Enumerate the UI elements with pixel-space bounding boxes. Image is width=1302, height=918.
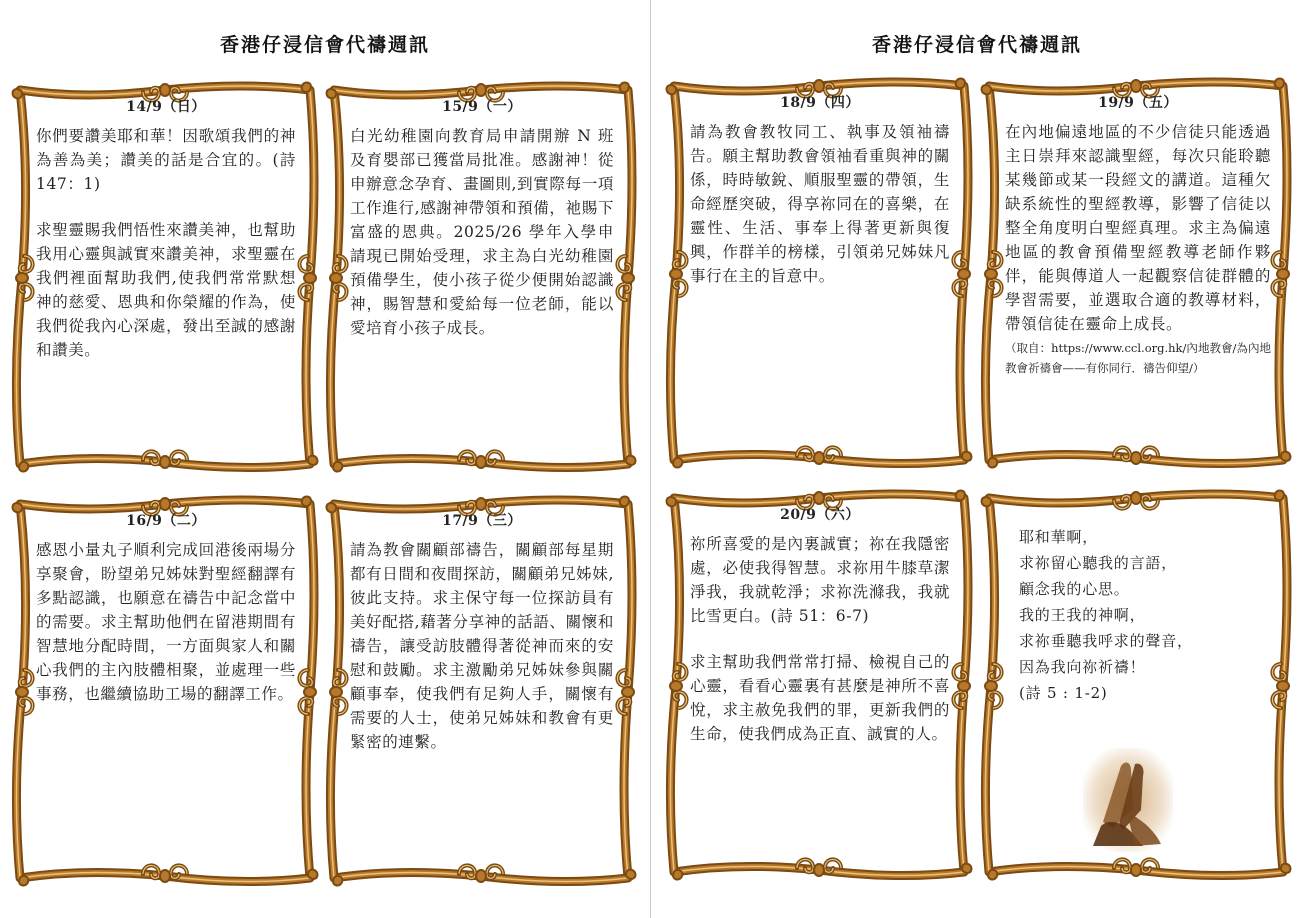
card-16-9: [6, 492, 324, 892]
scripture-text: 祢所喜愛的是內裏誠實；祢在我隱密處，必使我得智慧。求祢用牛膝草潔淨我，我就乾淨；求祢洗滌我，我就比雪更白。(詩 51：6-7): [690, 535, 950, 625]
right-page-title: 香港仔浸信會代禱週訊: [871, 34, 1082, 56]
poem-line: 因為我向祢祈禱！: [1019, 658, 1146, 676]
date-heading: 18/9（四）: [780, 95, 860, 111]
card-17-9: [320, 492, 642, 892]
page-divider: [650, 0, 651, 918]
prayer-text: 在內地偏遠地區的不少信徒只能透過主日崇拜來認識聖經，每次只能聆聽某幾節或某一段經文的講道。這種欠缺系統性的聖經教導，影響了信徒以整全角度明白聖經真理。求主為偏遠地區的教會預備聖經教導老師作夥伴，能與傳道人一起觀察信徒群體的學習需要，並選取合適的教導材料，帶領信徒在靈命上成長。: [1005, 123, 1271, 333]
poem-line: 耶和華啊，: [1019, 528, 1099, 546]
prayer-text: 求主幫助我們常常打掃、檢視自己的心靈，看看心靈裏有甚麼是神所不喜悅，求主赦免我們的罪，更新我們的生命，使我們成為正直、誠實的人。: [690, 653, 950, 743]
card-15-9: [320, 78, 642, 478]
prayer-text: 感恩小量丸子順利完成回港後兩場分享聚會，盼望弟兄姊妹對聖經翻譯有多點認識，也願意在禱告中記念當中的需要。求主幫助他們在留港期間有智慧地分配時間，一方面與家人和關心我們的主內肢體相聚，並處理一些事務，也繼續協助工場的翻譯工作。: [36, 541, 296, 703]
card-poem: [975, 486, 1297, 886]
card-14-9: [6, 78, 324, 478]
date-heading: 16/9（二）: [126, 513, 206, 529]
date-heading: 14/9（日）: [126, 99, 206, 115]
poem-reference: (詩 5 : 1-2): [1019, 684, 1108, 702]
card-20-9: [660, 486, 978, 886]
prayer-text: 求聖靈賜我們悟性來讚美神，也幫助我用心靈與誠實來讚美神，求聖靈在我們裡面幫助我們,使我們常常默想神的慈愛、恩典和你榮耀的作為，使我們從我內心深處，發出至誠的感謝和讚美。: [36, 221, 296, 359]
date-heading: 15/9（一）: [442, 99, 522, 115]
poem-line: 顧念我的心思。: [1019, 580, 1130, 598]
date-heading: 17/9（三）: [442, 513, 522, 529]
poem-line: 求祢留心聽我的言語，: [1019, 554, 1178, 572]
card-18-9: [660, 74, 978, 474]
source-citation: （取自：https://www.ccl.org.hk/內地教會/為內地教會祈禱會——有你同行．禱告仰望/）: [1005, 341, 1271, 375]
date-heading: 19/9（五）: [1098, 95, 1178, 111]
prayer-text: 請為教會關顧部禱告，關顧部每星期都有日間和夜間探訪，關顧弟兄姊妹,彼此支持。求主保守每一位探訪員有美好配搭,藉著分享神的話語、關懷和禱告，讓受訪肢體得著從神而來的安慰和鼓勵。求主激勵弟兄姊妹參與關顧事奉，使我們有足夠人手，關懷有需要的人士，使弟兄姊妹和教會有更緊密的連繫。: [350, 541, 614, 751]
date-heading: 20/9（六）: [780, 507, 860, 523]
poem-line: 我的王我的神啊，: [1019, 606, 1146, 624]
card-19-9: [975, 74, 1297, 474]
praying-hands-image: [1083, 748, 1173, 852]
poem-line: 求祢垂聽我呼求的聲音，: [1019, 632, 1193, 650]
left-page-title: 香港仔浸信會代禱週訊: [219, 34, 430, 56]
prayer-text: 請為教會教牧同工、執事及領袖禱告。願主幫助教會領袖看重與神的關係，時時敏銳、順服聖靈的帶領，生命經歷突破，得享祢同在的喜樂，在靈性、生活、事奉上得著更新與復興，作群羊的榜樣，引領弟兄姊妹凡事行在主的旨意中。: [690, 123, 950, 285]
scripture-text: 你們要讚美耶和華！因歌頌我們的神為善為美；讚美的話是合宜的。(詩 147：1): [36, 127, 296, 193]
psalm-poem: [1019, 524, 1269, 706]
prayer-text: 白光幼稚園向教育局申請開辦 N 班及育嬰部已獲當局批准。感謝神！從申辦意念孕育、畫圖則,到實際每一項工作進行,感謝神帶領和預備，祂賜下富盛的恩典。2025/26 學年入學申請現已開始受理，求主為白光幼稚園預備學生，使小孩子從少便開始認識神，賜智慧和愛給每一位老師，能以愛培育小孩子成長。: [350, 127, 614, 337]
